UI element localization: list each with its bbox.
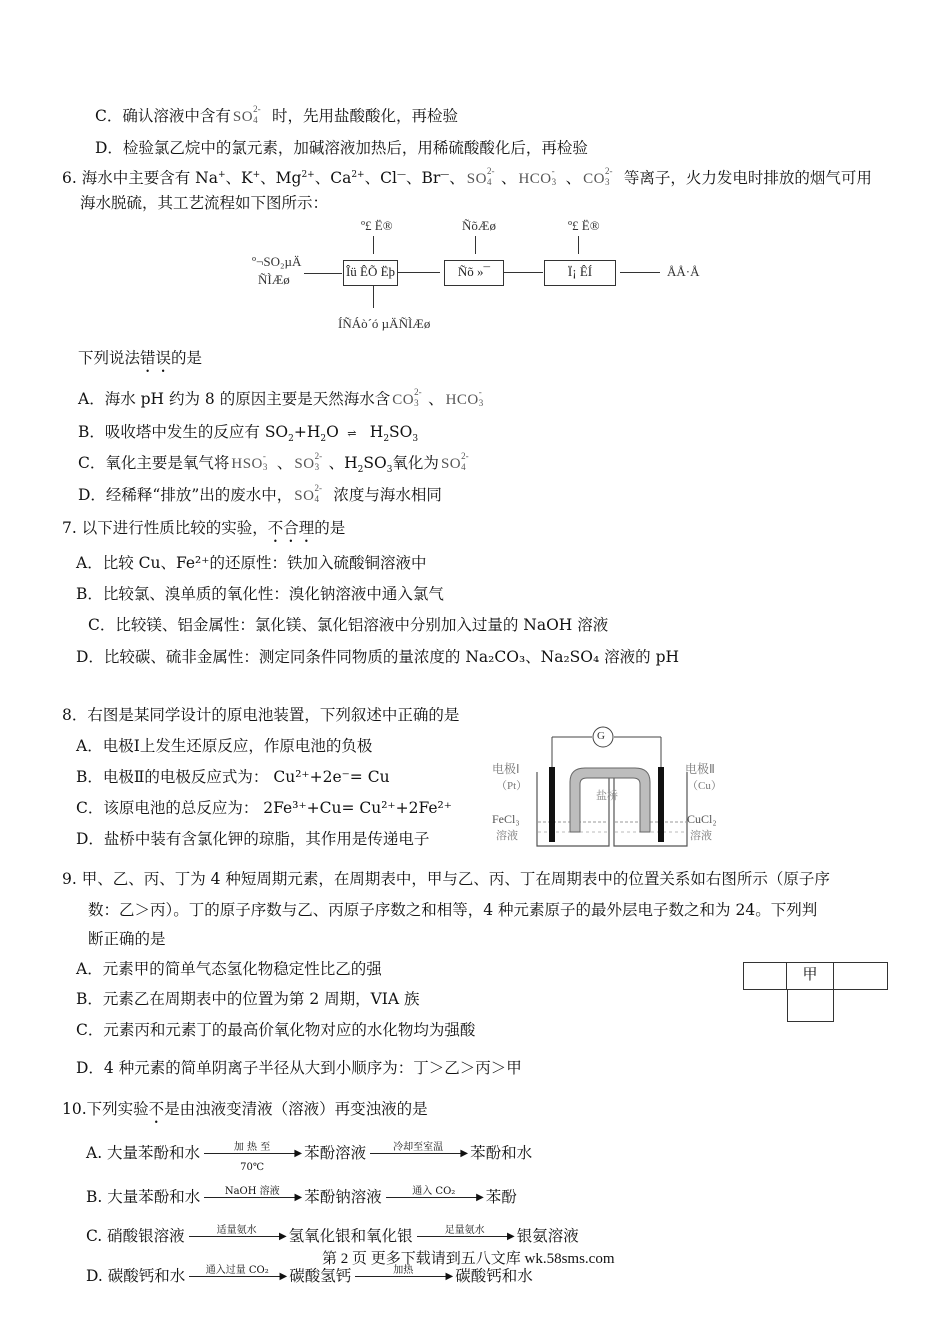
flow-arrow-4	[620, 272, 660, 273]
flow-output-label: ÅÅ·Å	[667, 264, 700, 279]
q6-option-c: C．氧化主要是氧气将 HSO - 3 、 SO 2- 3 、$H_2SO_3$氧化为 SO 2- 4	[78, 452, 475, 481]
q9-option-b: B．元素乙在周期表中的位置为第 2 周期，VIA 族	[76, 990, 420, 1008]
q10-stem: 10.下列实验不是由浊液变清液（溶液）再变浊液的是	[62, 1100, 428, 1118]
q6-option-a: A．海水 pH 约为 8 的原因主要是天然海水含 CO 2- 3 、 HCO - 3	[78, 388, 493, 411]
table-cell-jia: 甲	[787, 962, 834, 990]
bicarbonate-ion: HCO - 3	[445, 387, 484, 408]
q9-option-d: D．4 种元素的简单阴离子半径从大到小顺序为：丁＞乙＞丙＞甲	[76, 1059, 522, 1077]
q9-option-a: A．元素甲的简单气态氢化物稳定性比乙的强	[76, 960, 382, 978]
flow-arrow-1	[304, 273, 342, 274]
reaction-arrow: 加热 ▶	[355, 1266, 451, 1288]
flow-arrow-down-3	[578, 236, 579, 254]
q7-stem: 7. 以下进行性质比较的实验，不合理的是	[62, 519, 346, 537]
sulfate-ion: SO 2- 4	[466, 166, 495, 188]
q8-option-c: C．该原电池的总反应为： 2Fe³⁺+Cu= Cu²⁺+2Fe²⁺	[76, 799, 452, 817]
q10-option-d: D. 碳酸钙和水 通入过量 CO₂ ▶ 碳酸氢钙 加热 ▶ 碳酸钙和水	[86, 1265, 533, 1288]
q9-option-c: C．元素丙和元素丁的最高价氧化物对应的水化物均为强酸	[76, 1021, 476, 1039]
absorption-tower-box: Îü ÊÕ Ëþ	[343, 260, 398, 286]
q9-stem-line3: 断正确的是	[88, 930, 166, 948]
electrode-1-material: （Pt）	[496, 780, 528, 792]
reaction-arrow: 适量氨水 ▶	[189, 1226, 285, 1248]
carbonate-ion: CO 2- 3	[392, 387, 422, 408]
cucl2-solution-label: 溶液	[690, 830, 712, 842]
q10-option-b: B. 大量苯酚和水 NaOH 溶液 ▶ 苯酚钠溶液 通入 CO₂ ▶ 苯酚	[86, 1186, 517, 1209]
bicarbonate-ion: HCO - 3	[518, 166, 557, 188]
q8-option-b: B．电极Ⅱ的电极反应式为： Cu²⁺+2e⁻= Cu	[76, 768, 390, 786]
salt-bridge-label: 盐桥	[596, 790, 618, 802]
sulfite-ion: SO 2- 3	[294, 451, 323, 472]
sulfate-ion: SO 2- 4	[440, 451, 469, 472]
q6-stem-line1: 6. 海水中主要含有 Na+、K+、$Mg^{2+}$、$Ca^{2+}$、Cl—、Br—、 SO 2- 4 、 HCO - 3 、 CO 2- 3 等离子，火力发电时排放的烟气可用	[62, 164, 872, 190]
q7-option-a: A．比较 Cu、Fe²⁺的还原性：铁加入硫酸铜溶液中	[76, 554, 427, 572]
q7-option-c: C．比较镁、铝金属性：氯化镁、氯化铝溶液中分别加入过量的 NaOH 溶液	[88, 616, 609, 634]
q8-option-d: D．盐桥中装有含氯化钾的琼脂，其作用是传递电子	[76, 830, 430, 848]
q9-stem-line1: 9. 甲、乙、丙、丁为 4 种短周期元素，在周期表中，甲与乙、丙、丁在周期表中的位置关系如右图所示（原子序	[62, 870, 830, 888]
flow-input-label: º¬SO₂µÄ	[252, 254, 302, 269]
electrode-2-label: 电极Ⅱ	[685, 762, 715, 776]
q5-option-c: C．确认溶液中含有 SO 2- 4 时，先用盐酸酸化，再检验	[95, 105, 458, 128]
table-cell-empty	[834, 962, 888, 990]
flow-bottom-label: ÍÑÁò´ó µÄÑÌÆø	[338, 316, 431, 331]
reaction-arrow: 加 热 至 ▶ 70℃	[204, 1143, 300, 1165]
sulfate-ion: SO 2- 4	[294, 483, 322, 504]
flow-top-label-1: º£ Ë®	[361, 218, 393, 233]
flow-arrow-3	[503, 272, 543, 273]
carbonate-ion: CO 2- 3	[583, 166, 613, 188]
flow-arrow-down-1	[373, 236, 374, 254]
flow-arrow-down-4	[373, 286, 374, 308]
reaction-arrow: 冷却至室温 ▶	[370, 1143, 466, 1165]
q7-option-d: D．比较碳、硫非金属性：测定同条件同物质的量浓度的 Na₂CO₃、Na₂SO₄ 溶液的 pH	[76, 648, 680, 666]
q10-option-c: C. 硝酸银溶液 适量氨水 ▶ 氢氧化银和氧化银 足量氨水 ▶ 银氨溶液	[86, 1225, 579, 1248]
page-footer: 第 2 页 更多下载请到五八文库 wk.58sms.com	[322, 1251, 615, 1267]
q10-option-a: A. 大量苯酚和水 加 热 至 ▶ 70℃ 苯酚溶液 冷却至室温 ▶ 苯酚和水	[86, 1142, 533, 1173]
fecl3-label: FeCl₃	[492, 812, 520, 826]
flow-top-label-2: ÑõÆø	[462, 218, 496, 233]
flow-input-label-2: ÑÌÆø	[258, 272, 290, 287]
q6-question: 下列说法错误的是	[78, 349, 203, 367]
table-cell-empty	[787, 990, 834, 1022]
flow-arrow-2	[398, 272, 440, 273]
reaction-arrow: NaOH 溶液 ▶	[204, 1187, 300, 1209]
q6-stem-line2: 海水脱硫，其工艺流程如下图所示：	[80, 194, 329, 212]
q9-stem-line2: 数：乙＞丙）。丁的原子序数与乙、丙原子序数之和相等，4 种元素原子的最外层电子数之和为 24。下列判	[88, 901, 818, 919]
q7-option-b: B．比较氯、溴单质的氧化性：溴化钠溶液中通入氯气	[76, 585, 444, 603]
reaction-arrow: 通入 CO₂ ▶	[386, 1187, 482, 1209]
sulfate-ion: SO 2- 4	[232, 104, 261, 125]
reaction-arrow: 足量氨水 ▶	[417, 1226, 513, 1248]
galvanometer-label: G	[597, 730, 605, 742]
q5-option-d: D．检验氯乙烷中的氯元素，加碱溶液加热后，用稀硫酸酸化后，再检验	[95, 139, 588, 157]
fecl3-solution-label: 溶液	[496, 830, 518, 842]
bisulfite-ion: HSO - 3	[231, 451, 268, 472]
q8-stem: 8．右图是某同学设计的原电池装置，下列叙述中正确的是	[62, 706, 460, 724]
q6-option-d: D．经稀释“排放”出的废水中， SO 2- 4 浓度与海水相同	[78, 484, 442, 507]
electrode-1-label: 电极Ⅰ	[492, 762, 520, 776]
q6-option-b: B．吸收塔中发生的反应有 $SO_2+H_2O$ ⇌ $H_2SO_3$	[78, 423, 419, 445]
dilution-box: Ï¡ ÊÍ	[544, 260, 616, 286]
q8-option-a: A．电极Ⅰ上发生还原反应，作原电池的负极	[76, 737, 373, 755]
reaction-arrow: 通入过量 CO₂ ▶	[189, 1266, 285, 1288]
oxidation-box: Ñõ »¯	[444, 260, 504, 286]
electrode-cu	[658, 767, 664, 842]
electrode-2-material: （Cu）	[687, 780, 722, 792]
table-cell-empty	[743, 962, 787, 990]
flow-arrow-down-2	[475, 236, 476, 254]
cucl2-label: CuCl₂	[687, 812, 717, 826]
flow-top-label-3: º£ Ë®	[568, 218, 600, 233]
electrode-pt	[549, 767, 555, 842]
